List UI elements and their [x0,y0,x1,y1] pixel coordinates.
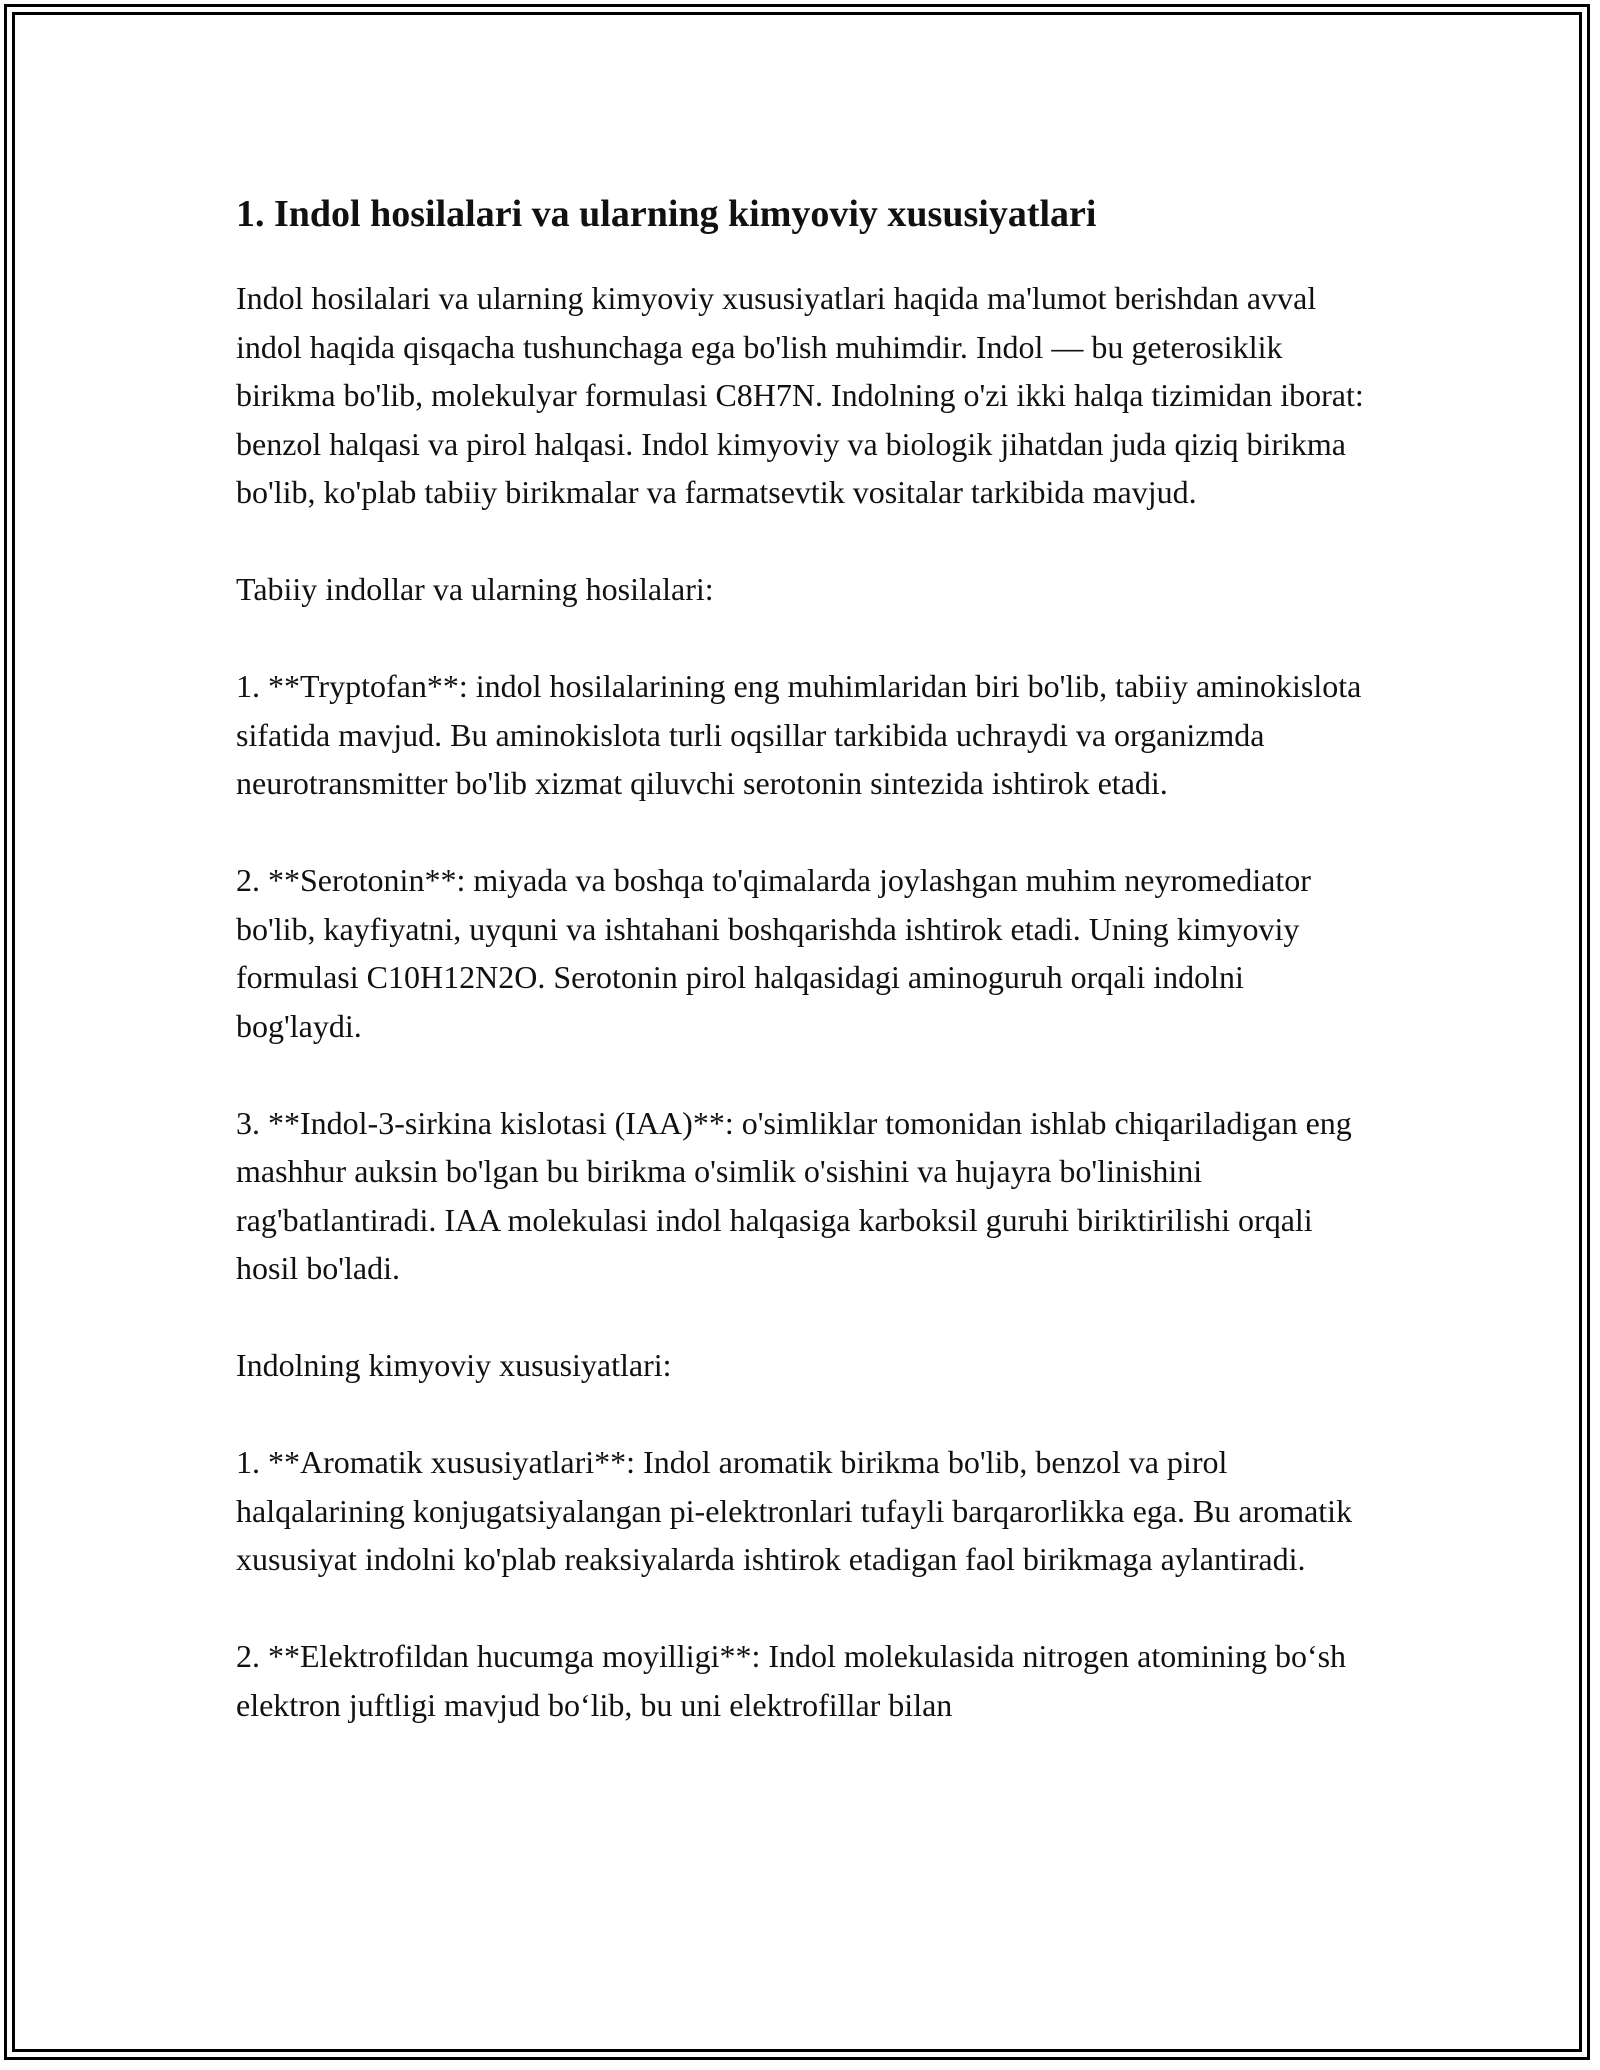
blank-line [236,1050,1366,1099]
list-item-tryptophan: 1. **Tryptofan**: indol hosilalarining eng muhimlaridan biri bo'lib, tabiiy aminokislota sifatida mavjud. Bu aminokislota turli oqsillar tarkibida uchraydi va organizmda neurotransmitter bo'lib xizmat qiluvchi serotonin sintezida ishtirok etadi. [236,668,1370,801]
blank-line [236,808,1366,857]
paragraph-intro: Indol hosilalari va ularning kimyoviy xususiyatlari haqida ma'lumot berishdan avval indol haqida qisqacha tushunchaga ega bo'lish muhimdir. Indol — bu geterosiklik birikma bo'lib, molekulyar formulasi C8H7N. Indolning o'zi ikki halqa tizimidan iborat: benzol halqasi va pirol halqasi. Indol kimyoviy va biologik jihatdan juda qiziq birikma bo'lib, ko'plab tabiiy birikmalar va farmatsevtik vositalar tarkibida mavjud. [236,280,1372,510]
blank-line [236,1293,1366,1342]
blank-line [236,1584,1366,1633]
list-item-serotonin: 2. **Serotonin**: miyada va boshqa to'qimalarda joylashgan muhim neyromediator bo'lib, kayfiyatni, uyquni va ishtahani boshqarishda ishtirok etadi. Uning kimyoviy formulasi C10H12N2O. Serotonin pirol halqasidagi aminoguruh orqali indolni bog'laydi. [236,862,1319,1044]
blank-line [236,1390,1366,1439]
section-heading-natural-indoles: Tabiiy indollar va ularning hosilalari: [236,571,714,607]
list-item-electrophilic: 2. **Elektrofildan hucumga moyilligi**: Indol molekulasida nitrogen atomining boʻsh elektron juftligi mavjud boʻlib, bu uni elektrofillar bilan [236,1638,1355,1723]
blank-line [236,517,1366,566]
section-heading-chemical-properties: Indolning kimyoviy xususiyatlari: [236,1347,672,1383]
blank-line [236,614,1366,663]
list-item-iaa: 3. **Indol-3-sirkina kislotasi (IAA)**: o'simliklar tomonidan ishlab chiqariladigan eng mashhur auksin bo'lgan bu birikma o'simlik o'sishini va hujayra bo'linishini rag'batlantiradi. IAA molekulasi indol halqasiga karboksil guruhi biriktirilishi orqali hosil bo'ladi. [236,1104,1360,1286]
document-body [236,186,1372,1729]
list-item-aromatic: 1. **Aromatik xususiyatlari**: Indol aromatik birikma bo'lib, benzol va pirol halqalarining konjugatsiyalangan pi-elektronlari tufayli barqarorlikka ega. Bu aromatik xususiyat indolni ko'plab reaksiyalarda ishtirok etadigan faol birikmaga aylantiradi. [236,1444,1361,1577]
document-title: 1. Indol hosilalari va ularning kimyoviy xususiyatlari [236,193,1097,235]
